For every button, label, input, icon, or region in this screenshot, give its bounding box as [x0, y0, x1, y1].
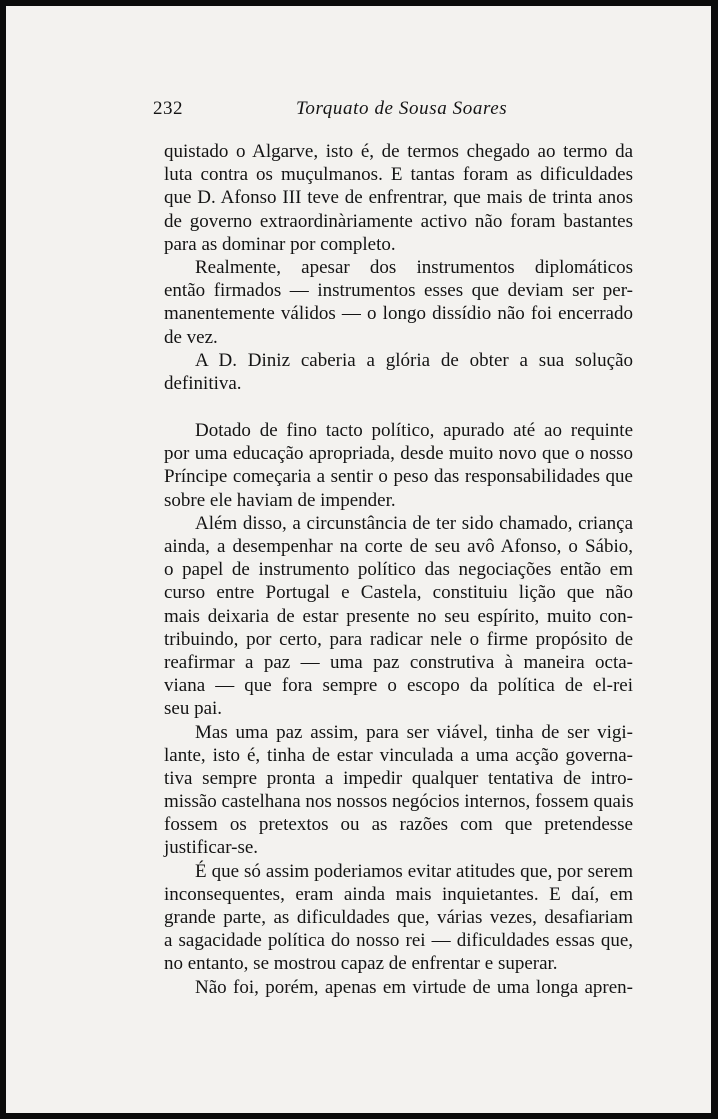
text-line: fossem os pretextos ou as razões com que pretendesse [164, 814, 633, 836]
text-line: lante, isto é, tinha de estar vinculada a uma acção governa- [164, 744, 633, 766]
text-line: definitiva. [164, 372, 242, 394]
text-line: inconsequentes, eram ainda mais inquietantes. E daí, em [164, 883, 633, 905]
text-line: no entanto, se mostrou capaz de enfrentar e superar. [164, 953, 558, 975]
page-header [153, 98, 633, 122]
text-line: Realmente, apesar dos instrumentos diplomáticos [195, 256, 633, 278]
text-line: que D. Afonso III teve de enfrentrar, que mais de trinta anos [164, 187, 633, 209]
text-line: missão castelhana nos nossos negócios internos, fossem quais [164, 791, 634, 813]
running-title: Torquato de Sousa Soares [296, 98, 508, 119]
text-line: Mas uma paz assim, para ser viável, tinha de ser vigi- [195, 721, 633, 743]
text-line: A D. Diniz caberia a glória de obter a sua solução [195, 349, 633, 371]
text-line: então firmados — instrumentos esses que deviam ser per- [164, 280, 633, 302]
text-line: Príncipe começaria a sentir o peso das responsabilidades que [164, 466, 633, 488]
page-number: 232 [153, 98, 183, 119]
text-line: quistado o Algarve, isto é, de termos chegado ao termo da [164, 141, 633, 162]
text-line: seu pai. [164, 698, 223, 720]
text-line: a sagacidade política do nosso rei — dificuldades essas que, [164, 930, 633, 952]
text-line: curso entre Portugal e Castela, constituiu lição que não [164, 582, 633, 604]
paragraph-gap [164, 395, 633, 419]
body-text [164, 140, 633, 999]
text-line: Não foi, porém, apenas em virtude de uma longa apren- [195, 976, 633, 998]
text-line: Além disso, a circunstância de ter sido chamado, criança [195, 512, 633, 534]
text-line: É que só assim poderiamos evitar atitudes que, por serem [195, 860, 633, 882]
text-line: manentemente válidos — o longo dissídio não foi encerrado [164, 303, 633, 325]
text-line: justificar-se. [164, 837, 259, 859]
text-line: de governo extraordinàriamente activo não foram bastantes [164, 210, 633, 232]
text-line: tiva sempre pronta a impedir qualquer tentativa de intro- [164, 767, 633, 789]
text-line: ainda, a desempenhar na corte de seu avô Afonso, o Sábio, [164, 536, 633, 557]
text-line: tribuindo, por certo, para radicar nele o firme propósito de [164, 628, 633, 650]
text-line: mais deixaria de estar presente no seu espírito, muito con- [164, 605, 633, 627]
text-line: Dotado de fino tacto político, apurado até ao requinte [195, 420, 633, 442]
text-line: luta contra os muçulmanos. E tantas foram as dificuldades [164, 164, 633, 186]
text-line: para as dominar por completo. [164, 233, 396, 255]
text-line: o papel de instrumento político das negociações então em [164, 559, 633, 581]
text-line: reafirmar a paz — uma paz construtiva à maneira octa- [164, 651, 633, 673]
text-line: sobre ele haviam de impender. [164, 489, 396, 511]
text-line: viana — que fora sempre o escopo da política de el-rei [164, 675, 633, 697]
text-line: por uma educação apropriada, desde muito novo que o nosso [164, 443, 633, 465]
text-line: grande parte, as dificuldades que, várias vezes, desafiariam [164, 907, 633, 928]
text-line: de vez. [164, 326, 218, 348]
